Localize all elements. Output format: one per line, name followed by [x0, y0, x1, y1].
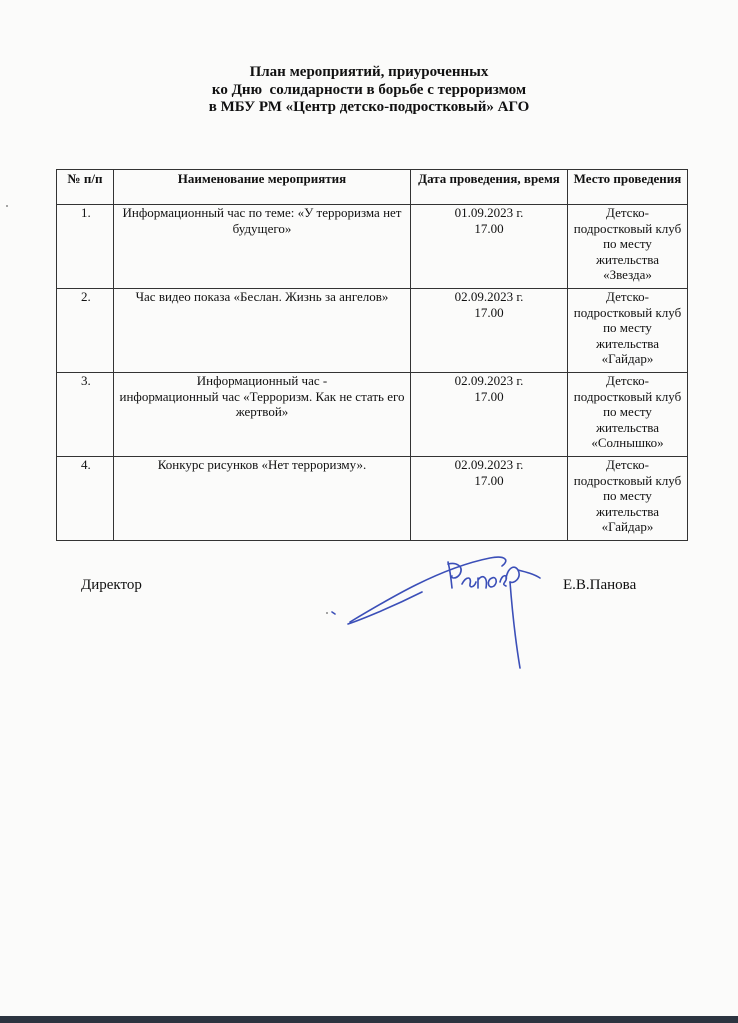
table-row: [57, 289, 688, 373]
table-row: [57, 457, 688, 541]
row-place: Детско- подростковый клуб по месту жительства «Гайдар»: [568, 457, 688, 541]
title-line-3: в МБУ РМ «Центр детско-подростковый» АГО: [208, 99, 530, 115]
table-header-row: [57, 170, 688, 205]
scan-speck: [6, 205, 8, 207]
row-num: 4.: [57, 457, 114, 541]
row-num: 1.: [57, 205, 114, 289]
row-event-name: Информационный час по теме: «У терроризма нет будущего»: [114, 205, 411, 289]
director-name: Е.В.Панова: [563, 577, 637, 593]
row-date: 01.09.2023 г. 17.00: [411, 205, 568, 289]
title-line-1: План мероприятий, приуроченных: [249, 64, 489, 80]
director-position: Директор: [81, 577, 142, 593]
row-num: 3.: [57, 373, 114, 457]
row-date: 02.09.2023 г. 17.00: [411, 289, 568, 373]
row-event-name: Конкурс рисунков «Нет терроризму».: [114, 457, 411, 541]
scan-speck: [326, 612, 328, 614]
table-row: [57, 205, 688, 289]
scan-edge-bar: [0, 1016, 738, 1023]
row-event-name: Информационный час - информационный час «Терроризм. Как не стать его жертвой»: [114, 373, 411, 457]
row-place: Детско- подростковый клуб по месту жительства «Солнышко»: [568, 373, 688, 457]
row-num: 2.: [57, 289, 114, 373]
row-date: 02.09.2023 г. 17.00: [411, 373, 568, 457]
handwritten-signature: [330, 548, 560, 678]
table-row: [57, 373, 688, 457]
row-event-name: Час видео показа «Беслан. Жизнь за ангелов»: [114, 289, 411, 373]
header-num: № п/п: [57, 170, 114, 205]
header-place: Место проведения: [568, 170, 688, 205]
title-line-2: ко Дню солидарности в борьбе с терроризмом: [211, 81, 527, 98]
row-place: Детско- подростковый клуб по месту жительства «Гайдар»: [568, 289, 688, 373]
document-title: [0, 64, 738, 117]
events-table: [56, 169, 688, 541]
header-date: Дата проведения, время: [411, 170, 568, 205]
row-date: 02.09.2023 г. 17.00: [411, 457, 568, 541]
header-name: Наименование мероприятия: [114, 170, 411, 205]
row-place: Детско- подростковый клуб по месту жительства «Звезда»: [568, 205, 688, 289]
